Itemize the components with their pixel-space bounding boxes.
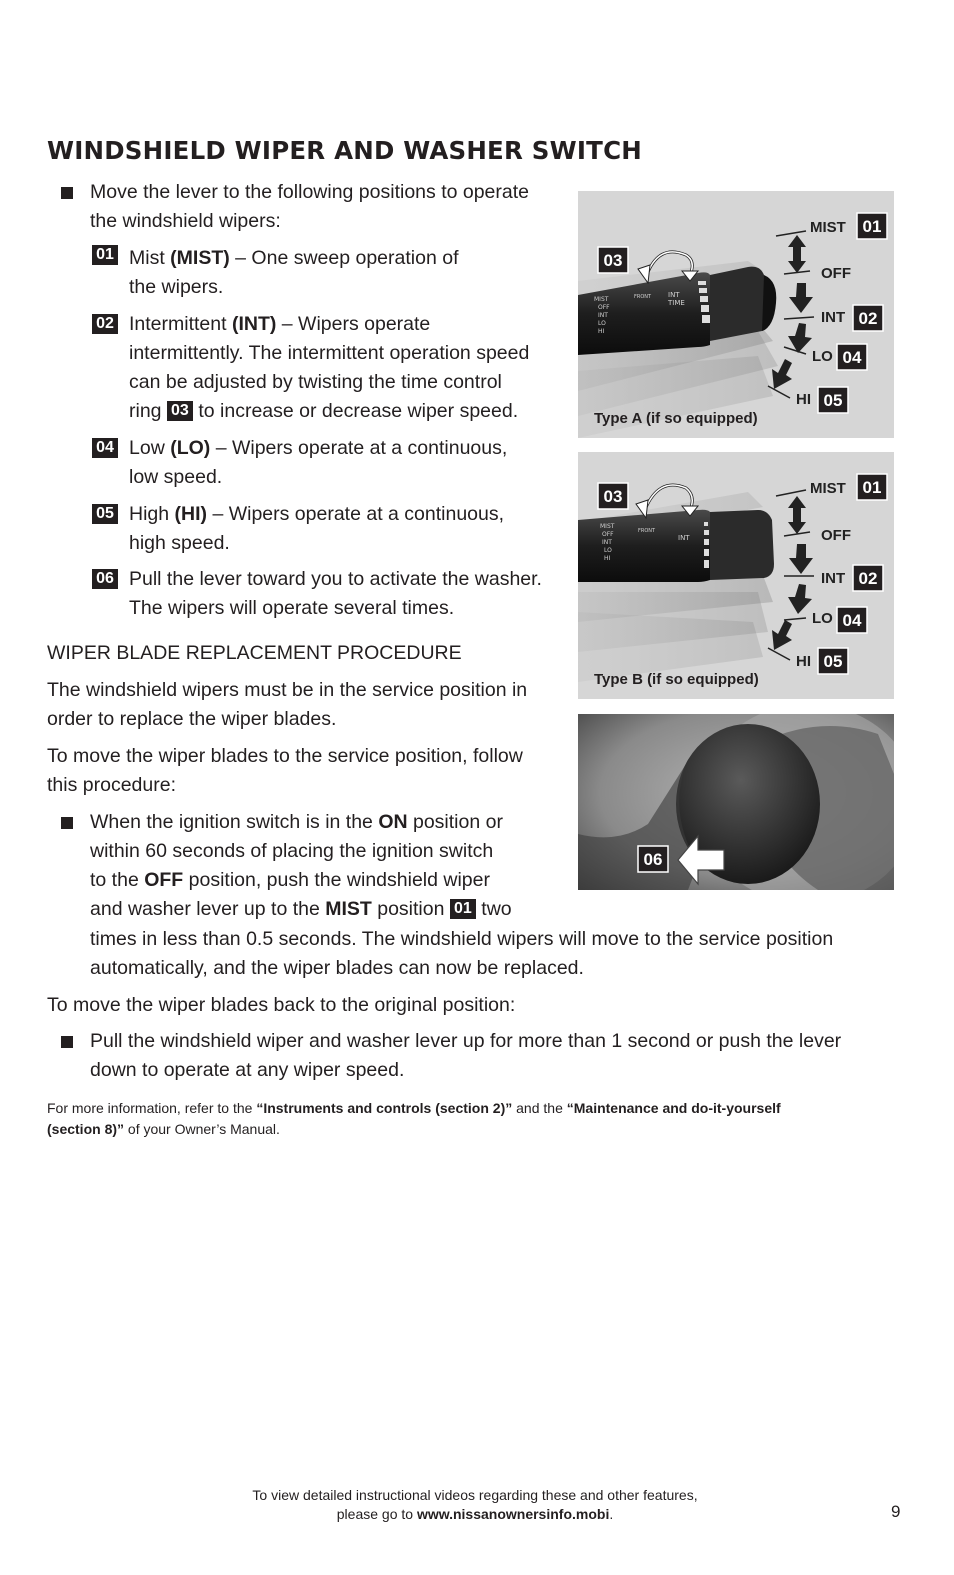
figure-type-b (578, 452, 894, 699)
page-title: WINDSHIELD WIPER AND WASHER SWITCH (47, 136, 642, 165)
para1-line-2: order to replace the wiper blades. (47, 708, 337, 730)
badge-06: 06 (643, 850, 663, 869)
position-num-04: 04 (92, 438, 118, 458)
badge-04: 04 (842, 348, 862, 367)
bullet2-line-1: When the ignition switch is in the ON position or (90, 811, 503, 833)
svg-text:HI: HI (598, 328, 605, 335)
position-02-line-3: can be adjusted by twisting the time control (129, 371, 502, 393)
position-num-02: 02 (92, 314, 118, 334)
position-05-line-2: high speed. (129, 532, 230, 554)
svg-text:04: 04 (842, 611, 862, 630)
para3: To move the wiper blades back to the original position: (47, 994, 516, 1016)
svg-text:HI: HI (604, 555, 611, 562)
bullet2-line-4: and washer lever up to the MIST position 01 two (90, 898, 512, 920)
svg-text:INT: INT (668, 291, 680, 299)
bullet-square (61, 817, 73, 829)
position-num-05: 05 (92, 504, 118, 524)
reference-note-line-2: (section 8)” of your Owner’s Manual. (47, 1121, 280, 1137)
figure-washer-photo (578, 714, 894, 890)
position-04-line-1: Low (LO) – Wipers operate at a continuous, (129, 437, 508, 459)
svg-text:LO: LO (812, 610, 833, 627)
position-num-01: 01 (92, 245, 118, 265)
lever-text-mist: MIST (594, 296, 609, 303)
bullet-square (61, 187, 73, 199)
intro-line-2: the windshield wipers: (90, 210, 281, 232)
ring-num-03: 03 (167, 401, 193, 421)
position-06-line-1: Pull the lever toward you to activate the washer. (129, 568, 542, 590)
position-02-line-1: Intermittent (INT) – Wipers operate (129, 313, 431, 335)
svg-text:FRONT: FRONT (634, 294, 652, 300)
label-off: OFF (821, 265, 851, 282)
footer-note: To view detailed instructional videos regarding these and other features, please go to www.nissanownersinfo.mobi. (252, 1487, 698, 1522)
figure-a-caption: Type A (if so equipped) (594, 410, 758, 427)
svg-text:OFF: OFF (602, 531, 614, 538)
position-01-line-1: Mist (MIST) – One sweep operation of (129, 247, 459, 269)
position-01-line-2: the wipers. (129, 276, 224, 298)
svg-text:LO: LO (604, 547, 612, 554)
badge-03: 03 (603, 251, 623, 270)
svg-text:INT: INT (598, 312, 608, 319)
svg-text:HI: HI (796, 653, 811, 670)
bullet3-line-1: Pull the windshield wiper and washer lever up for more than 1 second or push the lever (90, 1030, 842, 1052)
para2-line-2: this procedure: (47, 774, 176, 796)
label-int: INT (821, 309, 846, 326)
svg-text:INT: INT (821, 570, 846, 587)
svg-text:05: 05 (823, 652, 843, 671)
svg-text:TIME: TIME (668, 299, 685, 307)
svg-text:INT: INT (602, 539, 612, 546)
section-subheading: WIPER BLADE REPLACEMENT PROCEDURE (47, 642, 462, 664)
svg-text:01: 01 (862, 478, 882, 497)
badge-02: 02 (858, 309, 878, 328)
reference-note-line-1: For more information, refer to the “Instruments and controls (section 2)” and the “Maintenance and do-it-yourself (47, 1100, 781, 1116)
position-num-06: 06 (92, 569, 118, 589)
page-number: 9 (891, 1502, 901, 1521)
position-06-line-2: The wipers will operate several times. (129, 597, 455, 619)
svg-text:LO: LO (598, 320, 606, 327)
mist-num-01: 01 (450, 899, 476, 919)
label-lo: LO (812, 348, 833, 365)
bullet3-line-2: down to operate at any wiper speed. (90, 1059, 405, 1081)
para1-line-1: The windshield wipers must be in the service position in (47, 679, 528, 701)
bullet2-line-5: times in less than 0.5 seconds. The windshield wipers will move to the service position (90, 928, 834, 950)
para2-line-1: To move the wiper blades to the service position, follow (47, 745, 523, 767)
svg-text:02: 02 (858, 569, 878, 588)
position-02-line-2: intermittently. The intermittent operation speed (129, 342, 530, 364)
svg-text:MIST: MIST (810, 480, 846, 497)
position-04-line-2: low speed. (129, 466, 223, 488)
position-05-line-1: High (HI) – Wipers operate at a continuous, (129, 503, 505, 525)
bullet2-line-2: within 60 seconds of placing the ignition switch (90, 840, 494, 862)
svg-text:OFF: OFF (821, 527, 851, 544)
svg-text:OFF: OFF (598, 304, 610, 311)
svg-text:FRONT: FRONT (638, 528, 656, 534)
footer-link[interactable]: www.nissanownersinfo.mobi (416, 1506, 610, 1522)
figure-type-a (578, 191, 894, 438)
bullet2-line-3: to the OFF position, push the windshield wiper (90, 869, 490, 891)
bullet2-line-6: automatically, and the wiper blades can now be replaced. (90, 957, 584, 979)
position-02-line-4: ring 03 to increase or decrease wiper speed. (129, 400, 519, 422)
svg-text:MIST: MIST (600, 523, 615, 530)
intro-line-1: Move the lever to the following positions to operate (90, 181, 530, 203)
badge-01: 01 (862, 217, 882, 236)
label-hi: HI (796, 391, 811, 408)
svg-text:03: 03 (603, 487, 623, 506)
label-mist: MIST (810, 219, 846, 236)
svg-text:INT: INT (678, 534, 690, 542)
figure-b-caption: Type B (if so equipped) (594, 671, 759, 688)
badge-05: 05 (823, 391, 843, 410)
bullet-square (61, 1036, 73, 1048)
